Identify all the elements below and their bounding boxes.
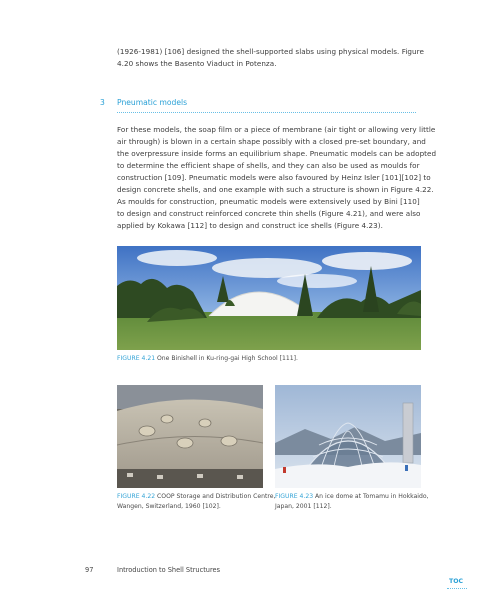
- caption-line: [275, 492, 429, 502]
- toc-divider: [447, 588, 467, 589]
- figure-4-22-caption: [117, 492, 275, 511]
- figure-4-23-caption: [275, 492, 429, 511]
- caption-text: One Binishell in Ku-ring-gai High School [111].: [155, 355, 298, 362]
- body-line: the overpressure inside forms an equilibrium shape. Pneumatic models can be adopted: [117, 149, 437, 158]
- body-line: applied by Kokawa [112] to design and construct ice shells (Figure 4.23).: [117, 221, 383, 230]
- figure-4-21-caption: [117, 354, 298, 364]
- running-title: Introduction to Shell Structures: [117, 566, 221, 574]
- section-divider: [117, 112, 416, 113]
- toc-link[interactable]: TOC: [449, 578, 464, 585]
- body-line: to determine the efficient shape of shells, and they can also be used as moulds for: [117, 161, 420, 170]
- body-line: to design and construct reinforced concrete thin shells (Figure 4.21), and were also: [117, 209, 421, 218]
- body-line: As moulds for construction, pneumatic models were extensively used by Bini [110]: [117, 197, 420, 206]
- intro-line: (1926-1981) [106] designed the shell-supported slabs using physical models. Figure: [117, 47, 424, 56]
- caption-line: Wangen, Switzerland, 1960 [102].: [117, 502, 221, 510]
- caption-label: FIGURE 4.22: [117, 493, 156, 500]
- body-line: design concrete shells, and one example with such a structure is shown in Figure 4.22.: [117, 185, 434, 194]
- caption-label: FIGURE 4.21: [117, 355, 156, 362]
- body-line: construction [109]. Pneumatic models were also favoured by Heinz Isler [101][102] to: [117, 173, 431, 182]
- page-number: 97: [85, 566, 94, 574]
- figure-4-22-photo: [117, 385, 263, 488]
- caption-text: COOP Storage and Distribution Centre,: [155, 493, 276, 500]
- caption-line: [117, 492, 275, 502]
- caption-line: Japan, 2001 [112].: [275, 502, 332, 510]
- figure-4-23-photo: [275, 385, 421, 488]
- figure-4-21-photo: [117, 246, 421, 350]
- caption-label: FIGURE 4.23: [275, 493, 314, 500]
- caption-text: An ice dome at Tomamu in Hokkaido,: [313, 493, 429, 500]
- body-line: For these models, the soap film or a piece of membrane (air tight or allowing very little: [117, 125, 436, 134]
- body-line: air through) is blown in a certain shape possibly with a closed pre-set boundary, and: [117, 137, 426, 146]
- section-number: 3: [100, 98, 105, 107]
- section-title: Pneumatic models: [117, 98, 188, 107]
- intro-line: 4.20 shows the Basento Viaduct in Potenza.: [117, 59, 277, 68]
